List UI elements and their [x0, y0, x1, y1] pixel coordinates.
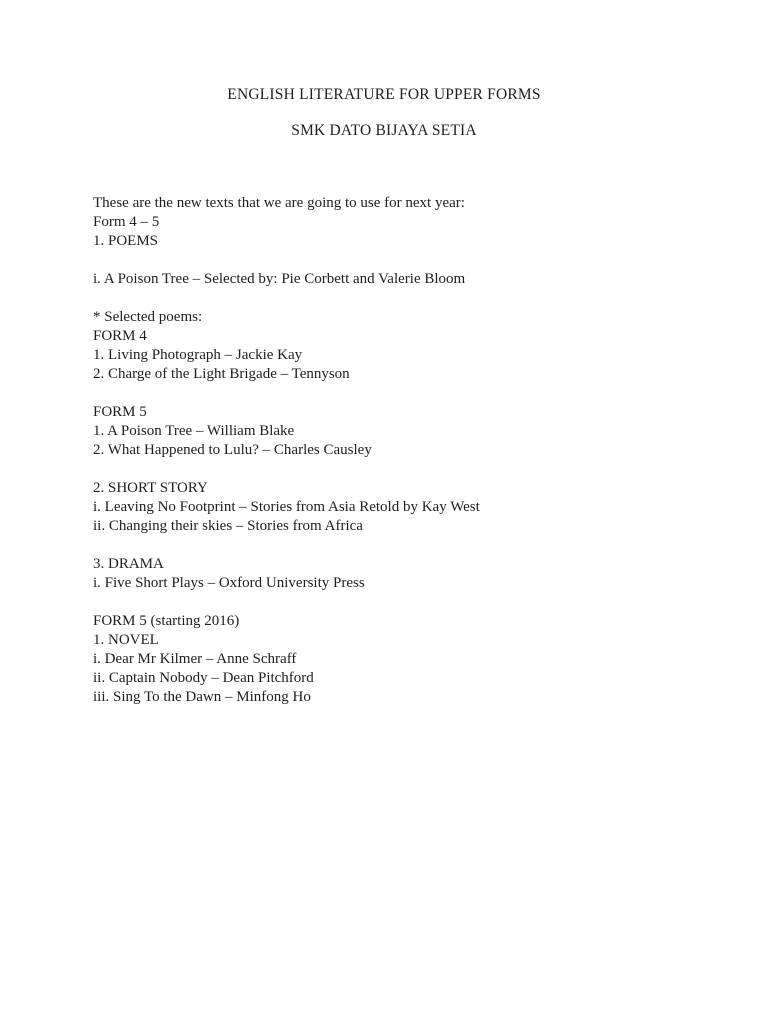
body-line: i. Dear Mr Kilmer – Anne Schraff [93, 651, 297, 667]
document-title: ENGLISH LITERATURE FOR UPPER FORMS [227, 86, 541, 103]
body-line: i. Five Short Plays – Oxford University Press [93, 575, 365, 591]
body-line: FORM 5 [93, 404, 147, 420]
body-line: iii. Sing To the Dawn – Minfong Ho [93, 689, 311, 705]
body-line: ii. Captain Nobody – Dean Pitchford [93, 670, 314, 686]
body-line: 2. Charge of the Light Brigade – Tennyson [93, 366, 350, 382]
body-line: 2. SHORT STORY [93, 480, 208, 496]
body-line-blank [93, 251, 718, 270]
body-line: These are the new texts that we are going to use for next year: [93, 195, 465, 211]
body-line: 1. POEMS [93, 233, 159, 249]
body-line: ii. Changing their skies – Stories from Africa [93, 518, 363, 534]
body-line: FORM 5 (starting 2016) [93, 613, 240, 629]
body-line: i. A Poison Tree – Selected by: Pie Corbett and Valerie Bloom [93, 271, 466, 287]
body-line-blank [93, 536, 718, 555]
body-line: FORM 4 [93, 328, 147, 344]
body-line: 2. What Happened to Lulu? – Charles Causley [93, 442, 372, 458]
document-subtitle: SMK DATO BIJAYA SETIA [291, 122, 477, 139]
body-line: 1. A Poison Tree – William Blake [93, 423, 295, 439]
body-line: * Selected poems: [93, 309, 203, 325]
document-body [93, 194, 718, 707]
body-line: Form 4 – 5 [93, 214, 160, 230]
body-line-blank [93, 384, 718, 403]
body-line-blank [93, 593, 718, 612]
body-line: 1. NOVEL [93, 632, 159, 648]
body-line-blank [93, 289, 718, 308]
body-line-blank [93, 460, 718, 479]
body-line: 3. DRAMA [93, 556, 164, 572]
body-line: 1. Living Photograph – Jackie Kay [93, 347, 303, 363]
body-line: i. Leaving No Footprint – Stories from Asia Retold by Kay West [93, 499, 480, 515]
